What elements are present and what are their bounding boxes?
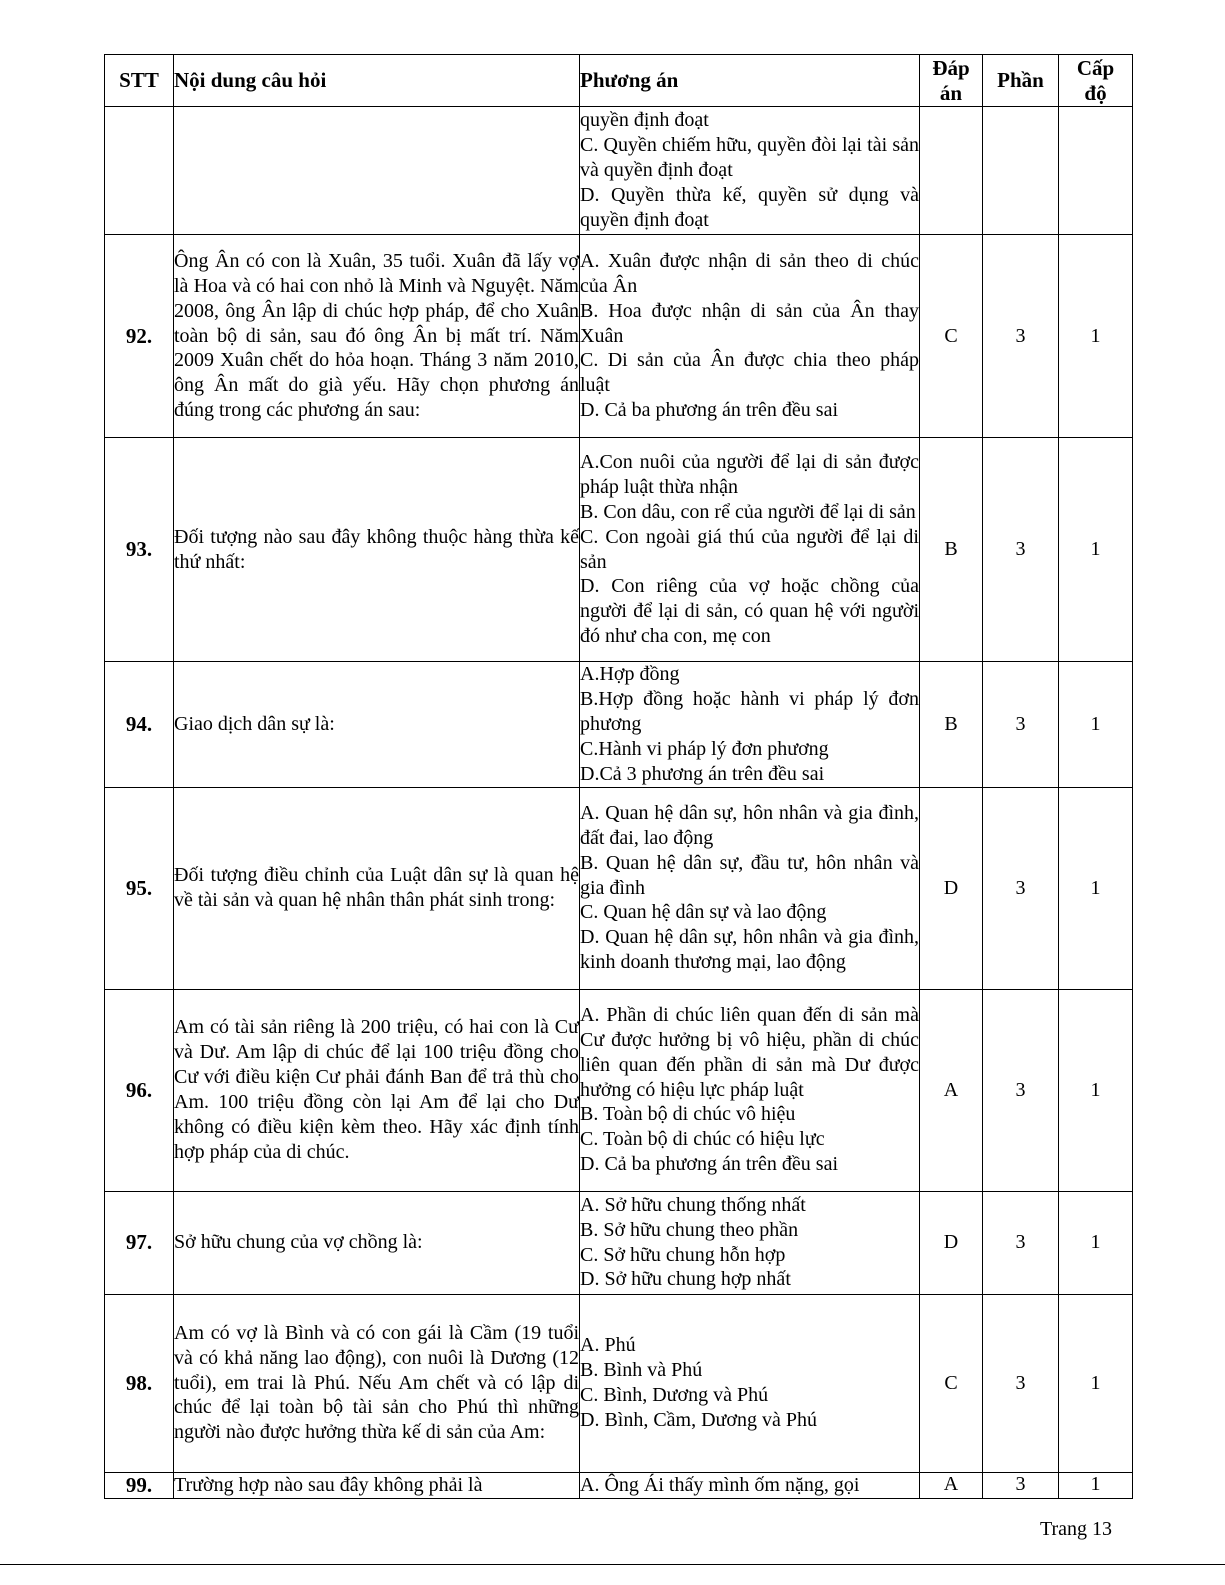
question-text: Am có vợ là Bình và có con gái là Cầm (19 tuổi và có khả năng lao động), con nuôi là Dương (12 tuổi), em trai là Phú. Nếu Am chết và có lập di chúc để lại toàn bộ tài sản cho Phú thì những người nào được hưởng thừa kế di sản của Am: — [174, 1294, 580, 1472]
answer-cell: C — [920, 235, 983, 438]
options-cell — [580, 438, 920, 662]
header-level-line1: Cấp — [1076, 55, 1115, 80]
question-number: 99. — [105, 1472, 174, 1498]
header-question: Nội dung câu hỏi — [174, 55, 580, 107]
option-text: A. Phú — [580, 1334, 636, 1357]
level-cell: 1 — [1059, 787, 1133, 989]
option-text: B. Con dâu, con rể của người để lại di sản — [580, 500, 916, 523]
option-text: A.Con nuôi của người để lại di sản được pháp luật thừa nhận — [580, 450, 919, 498]
question-text: Đối tượng nào sau đây không thuộc hàng thừa kế thứ nhất: — [174, 438, 580, 662]
option-text: C. Con ngoài giá thú của người để lại di sản — [580, 525, 919, 573]
answer-cell: D — [920, 1191, 983, 1294]
options-cell — [580, 1472, 920, 1498]
option-text: C. Di sản của Ân được chia theo pháp luật — [580, 349, 919, 397]
answer-cell: A — [920, 1472, 983, 1498]
level-cell: 1 — [1059, 662, 1133, 788]
option-text: C. Quan hệ dân sự và lao động — [580, 901, 827, 924]
option-text: D.Cả 3 phương án trên đều sai — [580, 762, 825, 785]
part-cell — [983, 107, 1059, 235]
table-row — [105, 1294, 1133, 1472]
header-level — [1059, 55, 1133, 107]
option-text: A. Quan hệ dân sự, hôn nhân và gia đình, đất đai, lao động — [580, 801, 919, 849]
question-number: 95. — [105, 787, 174, 989]
page-number: Trang 13 — [1040, 1518, 1113, 1540]
header-answer-line2: án — [939, 80, 963, 105]
question-text: Giao dịch dân sự là: — [174, 662, 580, 788]
table-row — [105, 438, 1133, 662]
part-cell: 3 — [983, 1191, 1059, 1294]
question-number — [105, 107, 174, 235]
option-text: B. Toàn bộ di chúc vô hiệu — [580, 1103, 796, 1126]
options-cell — [580, 662, 920, 788]
part-cell: 3 — [983, 438, 1059, 662]
question-text: Đối tượng điều chỉnh của Luật dân sự là quan hệ về tài sản và quan hệ nhân thân phát sinh trong: — [174, 787, 580, 989]
options-cell — [580, 1191, 920, 1294]
answer-cell: A — [920, 989, 983, 1191]
option-text: A. Phần di chúc liên quan đến di sản mà Cư được hưởng bị vô hiệu, phần di chúc liên quan đến phần di sản mà Dư được hưởng có hiệu lực pháp luật — [580, 1003, 919, 1101]
option-text: B. Sở hữu chung theo phần — [580, 1218, 799, 1241]
part-cell: 3 — [983, 787, 1059, 989]
level-cell: 1 — [1059, 438, 1133, 662]
option-text: D. Sở hữu chung hợp nhất — [580, 1268, 791, 1291]
option-text: C. Toàn bộ di chúc có hiệu lực — [580, 1128, 825, 1151]
header-part: Phần — [983, 55, 1059, 107]
option-text: B.Hợp đồng hoặc hành vi pháp lý đơn phương — [580, 687, 919, 735]
level-cell — [1059, 107, 1133, 235]
options-cell — [580, 1294, 920, 1472]
question-text — [174, 107, 580, 235]
header-stt: STT — [105, 55, 174, 107]
option-text: B. Bình và Phú — [580, 1359, 703, 1382]
options-cell — [580, 235, 920, 438]
answer-cell — [920, 107, 983, 235]
question-number: 94. — [105, 662, 174, 788]
question-number: 96. — [105, 989, 174, 1191]
option-text: D. Quyền thừa kế, quyền sử dụng và quyền định đoạt — [580, 183, 919, 231]
question-number: 93. — [105, 438, 174, 662]
answer-cell: B — [920, 438, 983, 662]
option-text: D. Quan hệ dân sự, hôn nhân và gia đình, kinh doanh thương mại, lao động — [580, 926, 919, 974]
part-cell: 3 — [983, 662, 1059, 788]
option-text: D. Con riêng của vợ hoặc chồng của người để lại di sản, có quan hệ với người đó như cha con, mẹ con — [580, 575, 919, 648]
option-text: quyền định đoạt — [580, 109, 709, 132]
option-text: A. Ông Ái thấy mình ốm nặng, gọi — [580, 1473, 860, 1496]
option-text: B. Quan hệ dân sự, đầu tư, hôn nhân và gia đình — [580, 851, 919, 899]
table-row — [105, 787, 1133, 989]
option-text: B. Hoa được nhận di sản của Ân thay Xuân — [580, 299, 919, 347]
part-cell: 3 — [983, 989, 1059, 1191]
option-text: A. Sở hữu chung thống nhất — [580, 1193, 806, 1216]
answer-cell: C — [920, 1294, 983, 1472]
header-options: Phương án — [580, 55, 920, 107]
question-text: Ông Ân có con là Xuân, 35 tuổi. Xuân đã lấy vợ là Hoa và có hai con nhỏ là Minh và Nguyệt. Năm 2008, ông Ân lập di chúc hợp pháp, để cho Xuân toàn bộ di sản, sau đó ông Ân bị mất trí. Năm 2009 Xuân chết do hỏa hoạn. Tháng 3 năm 2010, ông Ân mất do già yếu. Hãy chọn phương án đúng trong các phương án sau: — [174, 235, 580, 438]
option-text: C. Sở hữu chung hỗn hợp — [580, 1243, 786, 1266]
question-text: Trường hợp nào sau đây không phải là — [174, 1472, 580, 1498]
option-text: A.Hợp đồng — [580, 663, 680, 685]
header-answer — [920, 55, 983, 107]
table-row — [105, 989, 1133, 1191]
answer-cell: D — [920, 787, 983, 989]
answer-cell: B — [920, 662, 983, 788]
page-bottom-rule — [0, 1564, 1225, 1565]
option-text: C. Bình, Dương và Phú — [580, 1384, 769, 1407]
level-cell: 1 — [1059, 235, 1133, 438]
part-cell: 3 — [983, 1472, 1059, 1498]
question-number: 98. — [105, 1294, 174, 1472]
question-text: Am có tài sản riêng là 200 triệu, có hai con là Cư và Dư. Am lập di chúc để lại 100 triệu đồng cho Cư với điều kiện Cư phải đánh Ban để trả thù cho Am. 100 triệu đồng còn lại Am để lại cho Dư không có điều kiện kèm theo. Hãy xác định tính hợp pháp của di chúc. — [174, 989, 580, 1191]
question-number: 97. — [105, 1191, 174, 1294]
level-cell: 1 — [1059, 1472, 1133, 1498]
option-text: C.Hành vi pháp lý đơn phương — [580, 737, 829, 760]
level-cell: 1 — [1059, 989, 1133, 1191]
option-text: C. Quyền chiếm hữu, quyền đòi lại tài sản và quyền định đoạt — [580, 134, 919, 182]
questions-table — [104, 54, 1133, 1499]
table-header-row — [105, 55, 1133, 107]
option-text: D. Cả ba phương án trên đều sai — [580, 1153, 839, 1176]
table-row — [105, 107, 1133, 235]
options-cell — [580, 787, 920, 989]
part-cell: 3 — [983, 1294, 1059, 1472]
table-row — [105, 235, 1133, 438]
level-cell: 1 — [1059, 1294, 1133, 1472]
table-row — [105, 1472, 1133, 1498]
question-number: 92. — [105, 235, 174, 438]
option-text: A. Xuân được nhận di sản theo di chúc của Ân — [580, 249, 919, 297]
header-answer-line1: Đáp — [932, 55, 970, 80]
level-cell: 1 — [1059, 1191, 1133, 1294]
option-text: D. Cả ba phương án trên đều sai — [580, 399, 839, 422]
table-row — [105, 1191, 1133, 1294]
option-text: D. Bình, Cầm, Dương và Phú — [580, 1408, 817, 1431]
options-cell — [580, 107, 920, 235]
header-level-line2: độ — [1084, 80, 1107, 105]
part-cell: 3 — [983, 235, 1059, 438]
question-text: Sở hữu chung của vợ chồng là: — [174, 1191, 580, 1294]
table-row — [105, 662, 1133, 788]
options-cell — [580, 989, 920, 1191]
